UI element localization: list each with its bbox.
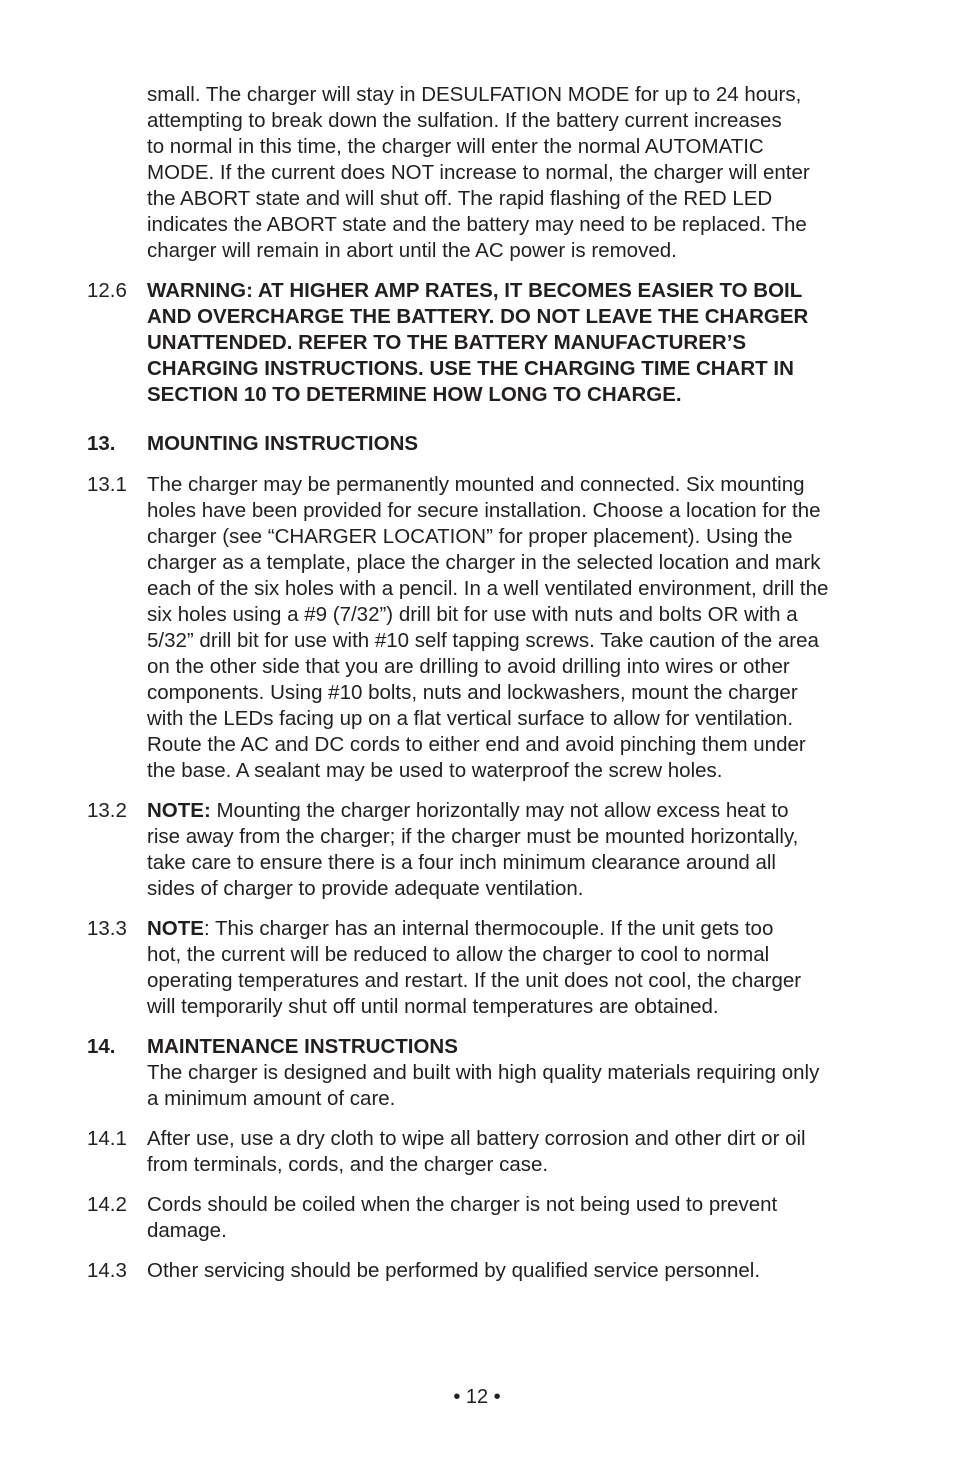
section-number: 14.2 xyxy=(87,1193,127,1216)
text-line: to normal in this time, the charger will enter the normal AUTOMATIC xyxy=(147,135,764,158)
note-label: NOTE xyxy=(147,917,204,940)
text-line: will temporarily shut off until normal temperatures are obtained. xyxy=(147,995,719,1018)
text-line: damage. xyxy=(147,1219,227,1242)
text-line: charger (see “CHARGER LOCATION” for proper placement). Using the xyxy=(147,525,793,548)
section-13-2 xyxy=(87,798,877,902)
text-line: The charger may be permanently mounted and connected. Six mounting xyxy=(147,473,805,496)
section-heading: MOUNTING INSTRUCTIONS xyxy=(147,432,419,455)
paragraph-text xyxy=(147,1126,877,1178)
section-number: 12.6 xyxy=(87,279,127,302)
text-line: holes have been provided for secure installation. Choose a location for the xyxy=(147,499,821,522)
section-number: 14. xyxy=(87,1035,116,1058)
note-label: NOTE: xyxy=(147,799,211,822)
section-number: 14.1 xyxy=(87,1127,127,1150)
page-number: • 12 • xyxy=(453,1386,501,1408)
section-number: 13.1 xyxy=(87,473,127,496)
paragraph-text xyxy=(147,1192,877,1244)
section-14-1 xyxy=(87,1126,877,1178)
section-heading: MAINTENANCE INSTRUCTIONS xyxy=(147,1035,458,1058)
paragraph-text xyxy=(147,798,877,902)
section-14-2 xyxy=(87,1192,877,1244)
text-line: on the other side that you are drilling to avoid drilling into wires or other xyxy=(147,655,790,678)
text-line: CHARGING INSTRUCTIONS. USE THE CHARGING TIME CHART IN xyxy=(147,357,794,380)
text-line: charger as a template, place the charger in the selected location and mark xyxy=(147,551,821,574)
section-14 xyxy=(87,1034,877,1112)
paragraph-text xyxy=(147,1258,877,1284)
text-line: Other servicing should be performed by qualified service personnel. xyxy=(147,1259,761,1282)
paragraph-text xyxy=(147,472,877,784)
text-line: with the LEDs facing up on a flat vertical surface to allow for ventilation. xyxy=(147,707,794,730)
text-line: attempting to break down the sulfation. If the battery current increases xyxy=(147,109,782,132)
text-line: charger will remain in abort until the AC power is removed. xyxy=(147,239,677,262)
text-line: the base. A sealant may be used to waterproof the screw holes. xyxy=(147,759,723,782)
text-line: UNATTENDED. REFER TO THE BATTERY MANUFACTURER’S xyxy=(147,331,747,354)
section-14-3 xyxy=(87,1258,877,1284)
text-line xyxy=(147,798,877,824)
text-line: operating temperatures and restart. If the unit does not cool, the charger xyxy=(147,969,802,992)
paragraph-number-spacer xyxy=(87,82,147,264)
note-text: Mounting the charger horizontally may not allow excess heat to xyxy=(210,799,789,822)
text-line: MODE. If the current does NOT increase to normal, the charger will enter xyxy=(147,161,810,184)
text-line: take care to ensure there is a four inch minimum clearance around all xyxy=(147,851,776,874)
text-line: small. The charger will stay in DESULFATION MODE for up to 24 hours, xyxy=(147,83,802,106)
section-13-heading xyxy=(87,431,877,457)
paragraph-text xyxy=(147,1034,877,1112)
text-line: Cords should be coiled when the charger is not being used to prevent xyxy=(147,1193,778,1216)
text-line xyxy=(147,916,877,942)
section-number: 14.3 xyxy=(87,1259,127,1282)
text-line: Route the AC and DC cords to either end and avoid pinching them under xyxy=(147,733,806,756)
section-number: 13. xyxy=(87,432,116,455)
paragraph-text xyxy=(147,916,877,1020)
text-line: After use, use a dry cloth to wipe all battery corrosion and other dirt or oil xyxy=(147,1127,806,1150)
text-line: AND OVERCHARGE THE BATTERY. DO NOT LEAVE THE CHARGER xyxy=(147,305,809,328)
text-line: a minimum amount of care. xyxy=(147,1087,396,1110)
text-line: rise away from the charger; if the charger must be mounted horizontally, xyxy=(147,825,799,848)
text-line: indicates the ABORT state and the battery may need to be replaced. The xyxy=(147,213,807,236)
continuation-paragraph xyxy=(87,82,877,264)
text-line: hot, the current will be reduced to allow the charger to cool to normal xyxy=(147,943,770,966)
text-line: WARNING: AT HIGHER AMP RATES, IT BECOMES EASIER TO BOIL xyxy=(147,279,803,302)
section-number: 13.3 xyxy=(87,917,127,940)
section-12-6-warning xyxy=(87,278,877,408)
text-line: The charger is designed and built with high quality materials requiring only xyxy=(147,1061,820,1084)
section-13-3 xyxy=(87,916,877,1020)
text-line: each of the six holes with a pencil. In a well ventilated environment, drill the xyxy=(147,577,829,600)
text-line: components. Using #10 bolts, nuts and lockwashers, mount the charger xyxy=(147,681,798,704)
paragraph-text xyxy=(147,82,877,264)
note-text: : This charger has an internal thermocouple. If the unit gets too xyxy=(203,917,774,940)
section-13-1 xyxy=(87,472,877,784)
text-line: 5/32” drill bit for use with #10 self tapping screws. Take caution of the area xyxy=(147,629,819,652)
warning-text xyxy=(147,278,877,408)
text-line: sides of charger to provide adequate ventilation. xyxy=(147,877,584,900)
text-line: six holes using a #9 (7/32”) drill bit for use with nuts and bolts OR with a xyxy=(147,603,798,626)
section-number: 13.2 xyxy=(87,799,127,822)
text-line: SECTION 10 TO DETERMINE HOW LONG TO CHARGE. xyxy=(147,383,682,406)
text-line: the ABORT state and will shut off. The rapid flashing of the RED LED xyxy=(147,187,773,210)
text-line: from terminals, cords, and the charger case. xyxy=(147,1153,549,1176)
